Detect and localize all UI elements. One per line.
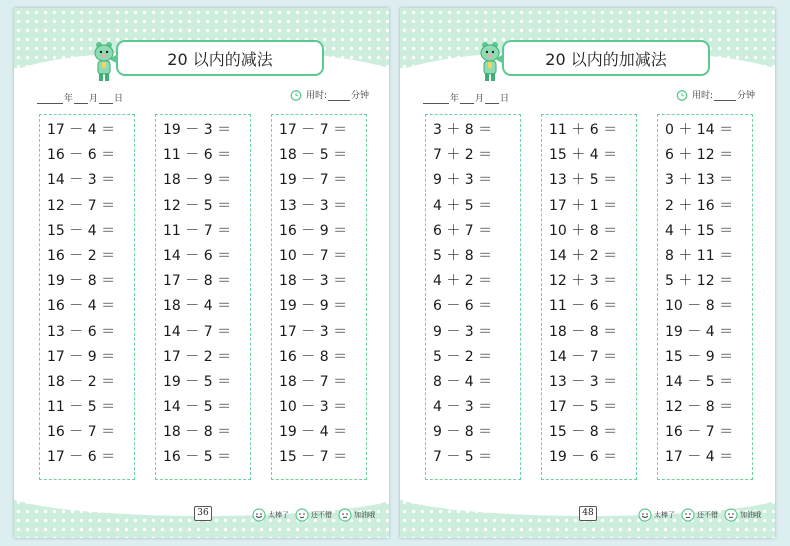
problem-row: 12 － 8 ＝	[665, 399, 734, 416]
problem-row: 15 ＋ 4 ＝	[549, 147, 618, 164]
problem-row: 17 － 5 ＝	[549, 399, 618, 416]
rating-great-label: 太棒了	[268, 511, 289, 519]
problem-row: 9 － 3 ＝	[433, 323, 493, 340]
problem-row: 3 ＋ 13 ＝	[665, 172, 734, 189]
self-rating	[632, 508, 761, 522]
problem-row: 15 － 9 ＝	[665, 348, 734, 365]
problem-row: 4 ＋ 5 ＝	[433, 197, 493, 214]
problem-row: 17 － 4 ＝	[47, 122, 116, 138]
time-field	[290, 88, 369, 101]
problem-row: 15 － 4 ＝	[47, 222, 116, 239]
problem-row: 19 － 3 ＝	[163, 122, 232, 138]
problem-row: 10 － 7 ＝	[279, 247, 348, 264]
problem-row: 11 － 6 ＝	[163, 147, 232, 164]
page-number: 48	[579, 506, 597, 521]
problem-row: 14 － 3 ＝	[47, 172, 116, 189]
problem-row: 18 － 8 ＝	[549, 323, 618, 340]
problem-row: 14 － 5 ＝	[163, 399, 232, 416]
time-field	[676, 88, 755, 101]
happy-face-icon	[252, 508, 266, 522]
clock-icon	[290, 89, 302, 101]
month-label: 月	[475, 94, 485, 104]
problem-row: 18 － 5 ＝	[279, 147, 348, 164]
problem-row: 18 － 9 ＝	[163, 172, 232, 189]
problem-row: 17 － 8 ＝	[163, 273, 232, 290]
problem-row: 11 ＋ 6 ＝	[549, 122, 618, 138]
problem-row: 18 － 8 ＝	[163, 424, 232, 441]
problem-column	[155, 114, 251, 480]
self-rating	[246, 508, 375, 522]
problem-row: 11 － 6 ＝	[549, 298, 618, 315]
problem-row: 17 － 2 ＝	[163, 348, 232, 365]
time-unit: 分钟	[736, 91, 755, 101]
problem-columns	[425, 114, 753, 480]
problem-row: 9 ＋ 3 ＝	[433, 172, 493, 189]
problem-row: 4 ＋ 15 ＝	[665, 222, 734, 239]
problem-row: 19 － 8 ＝	[47, 273, 116, 290]
problem-row: 12 － 5 ＝	[163, 197, 232, 214]
problem-row: 2 ＋ 16 ＝	[665, 197, 734, 214]
problem-row: 14 － 6 ＝	[163, 247, 232, 264]
problem-row: 4 － 3 ＝	[433, 399, 493, 416]
problem-row: 16 － 8 ＝	[279, 348, 348, 365]
problem-row: 17 － 7 ＝	[279, 122, 348, 138]
time-label: 用时:	[691, 91, 713, 101]
problem-row: 18 － 7 ＝	[279, 373, 348, 390]
problem-row: 13 － 6 ＝	[47, 323, 116, 340]
rating-good-label: 还不错	[311, 511, 332, 519]
problem-row: 14 － 7 ＝	[163, 323, 232, 340]
page-title-text: 20 以内的加减法	[545, 49, 667, 69]
month-label: 月	[89, 94, 99, 104]
problem-row: 17 － 4 ＝	[665, 449, 734, 466]
problem-column	[39, 114, 135, 480]
problem-row: 18 － 4 ＝	[163, 298, 232, 315]
problem-row: 8 ＋ 11 ＝	[665, 247, 734, 264]
problem-row: 16 － 9 ＝	[279, 222, 348, 239]
page-title	[502, 40, 710, 76]
smile-face-icon	[295, 508, 309, 522]
problem-row: 9 － 8 ＝	[433, 424, 493, 441]
problem-row: 16 － 2 ＝	[47, 247, 116, 264]
problem-row: 19 － 4 ＝	[279, 424, 348, 441]
page-title	[116, 40, 324, 76]
problem-row: 18 － 3 ＝	[279, 273, 348, 290]
problem-row: 0 ＋ 14 ＝	[665, 122, 734, 138]
day-label: 日	[500, 94, 510, 104]
rating-great-label: 太棒了	[654, 511, 675, 519]
worksheet-page-right	[400, 8, 775, 538]
problem-row: 7 － 5 ＝	[433, 449, 493, 466]
problem-row: 11 － 5 ＝	[47, 399, 116, 416]
neutral-face-icon	[724, 508, 738, 522]
problem-row: 19 － 6 ＝	[549, 449, 618, 466]
problem-row: 13 － 3 ＝	[549, 373, 618, 390]
problem-row: 19 － 4 ＝	[665, 323, 734, 340]
problem-row: 17 － 9 ＝	[47, 348, 116, 365]
problem-row: 15 － 8 ＝	[549, 424, 618, 441]
problem-column	[425, 114, 521, 480]
problem-row: 18 － 2 ＝	[47, 373, 116, 390]
problem-row: 17 ＋ 1 ＝	[549, 197, 618, 214]
page-number: 36	[194, 506, 212, 521]
problem-row: 6 ＋ 7 ＝	[433, 222, 493, 239]
problem-column	[271, 114, 367, 480]
neutral-face-icon	[338, 508, 352, 522]
problem-row: 6 － 6 ＝	[433, 298, 493, 315]
problem-row: 7 ＋ 2 ＝	[433, 147, 493, 164]
problem-row: 12 － 7 ＝	[47, 197, 116, 214]
problem-column	[657, 114, 753, 480]
rating-try-label: 加油哦	[354, 511, 375, 519]
problem-row: 8 － 4 ＝	[433, 373, 493, 390]
problem-row: 13 ＋ 5 ＝	[549, 172, 618, 189]
problem-row: 14 － 5 ＝	[665, 373, 734, 390]
happy-face-icon	[638, 508, 652, 522]
problem-row: 3 ＋ 8 ＝	[433, 122, 493, 138]
problem-row: 14 － 7 ＝	[549, 348, 618, 365]
time-label: 用时:	[305, 91, 327, 101]
problem-row: 10 － 3 ＝	[279, 399, 348, 416]
clock-icon	[676, 89, 688, 101]
problem-row: 16 － 5 ＝	[163, 449, 232, 466]
problem-row: 10 － 8 ＝	[665, 298, 734, 315]
problem-row: 16 － 4 ＝	[47, 298, 116, 315]
problem-row: 19 － 5 ＝	[163, 373, 232, 390]
problem-row: 5 － 2 ＝	[433, 348, 493, 365]
date-field	[36, 91, 123, 104]
problem-row: 17 － 3 ＝	[279, 323, 348, 340]
problem-row: 10 ＋ 8 ＝	[549, 222, 618, 239]
problem-row: 16 － 7 ＝	[665, 424, 734, 441]
rating-try-label: 加油哦	[740, 511, 761, 519]
problem-row: 14 ＋ 2 ＝	[549, 247, 618, 264]
problem-row: 5 ＋ 8 ＝	[433, 247, 493, 264]
problem-row: 17 － 6 ＝	[47, 449, 116, 466]
rating-good-label: 还不错	[697, 511, 718, 519]
problem-row: 5 ＋ 12 ＝	[665, 273, 734, 290]
problem-row: 13 － 3 ＝	[279, 197, 348, 214]
problem-row: 4 ＋ 2 ＝	[433, 273, 493, 290]
day-label: 日	[114, 94, 124, 104]
page-title-text: 20 以内的减法	[167, 49, 273, 69]
smile-face-icon	[681, 508, 695, 522]
problem-row: 11 － 7 ＝	[163, 222, 232, 239]
year-label: 年	[450, 94, 460, 104]
problem-row: 12 ＋ 3 ＝	[549, 273, 618, 290]
problem-columns	[39, 114, 367, 480]
problem-row: 19 － 7 ＝	[279, 172, 348, 189]
problem-row: 19 － 9 ＝	[279, 298, 348, 315]
problem-row: 16 － 6 ＝	[47, 147, 116, 164]
problem-row: 15 － 7 ＝	[279, 449, 348, 466]
problem-row: 16 － 7 ＝	[47, 424, 116, 441]
time-unit: 分钟	[350, 91, 369, 101]
year-label: 年	[64, 94, 74, 104]
date-field	[422, 91, 509, 104]
problem-row: 6 ＋ 12 ＝	[665, 147, 734, 164]
worksheet-page-left	[14, 8, 389, 538]
problem-column	[541, 114, 637, 480]
